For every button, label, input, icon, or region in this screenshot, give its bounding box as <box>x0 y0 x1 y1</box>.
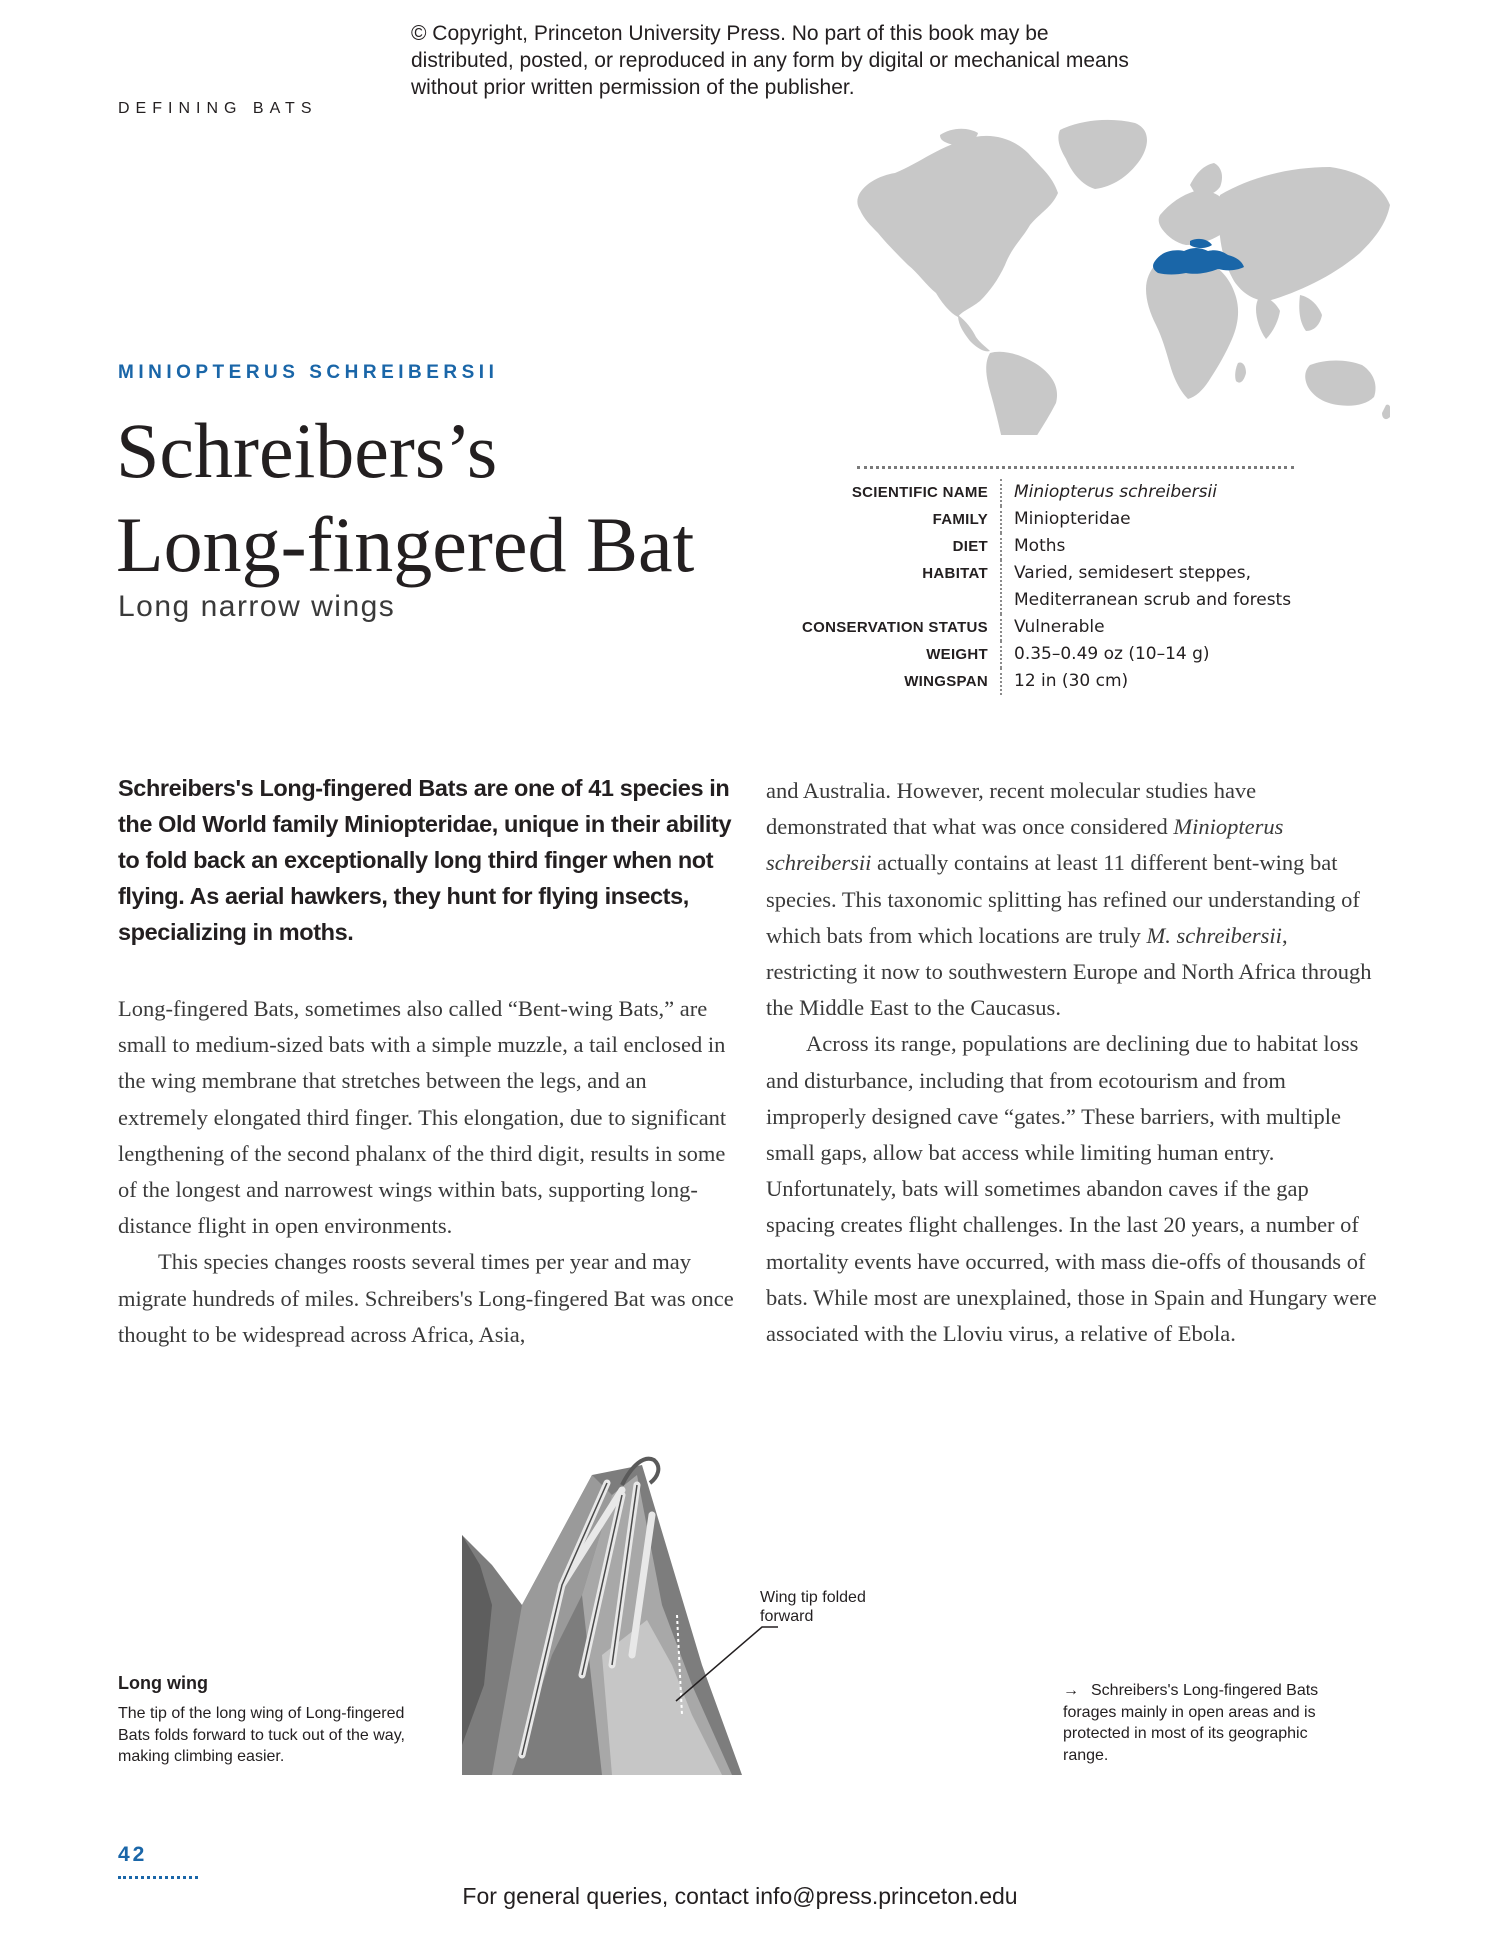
caption-text: Schreibers's Long-fingered Bats forages mainly in open areas and is protected in most of its geographic range. <box>1063 1682 1319 1764</box>
fact-value: Miniopteridae <box>1014 509 1131 529</box>
fact-value: Vulnerable <box>1014 617 1105 637</box>
body-paragraph <box>766 773 1378 1026</box>
copyright-notice: © Copyright, Princeton University Press. No part of this book may be distributed, posted, or reproduced in any form by digital or mechanical means without prior written permission of the publisher. <box>411 22 1129 99</box>
fact-value: 12 in (30 cm) <box>1014 671 1129 691</box>
fact-label: CONSERVATION STATUS <box>800 614 1002 641</box>
fact-row-conservation-status <box>800 614 1360 641</box>
world-range-map <box>790 115 1390 435</box>
body-text: and Australia. However, recent molecular studies have demonstrated that what was once considered <box>766 778 1257 840</box>
species-latin-name: MINIOPTERUS SCHREIBERSII <box>118 362 499 383</box>
fact-row-diet <box>800 533 1360 560</box>
fact-value: Varied, semidesert steppes, Mediterranean scrub and forests <box>1014 563 1292 610</box>
fact-row-wingspan <box>800 668 1360 695</box>
body-paragraph: This species changes roosts several times per year and may migrate hundreds of miles. Schreibers's Long-fingered Bat was once thought to be widespread across Africa, Asia, <box>118 1249 734 1347</box>
body-column-left <box>118 991 738 1353</box>
page-subtitle: Long narrow wings <box>118 590 396 623</box>
fact-row-scientific-name <box>800 479 1360 506</box>
body-paragraph: Across its range, populations are declining due to habitat loss and disturbance, including that from ecotourism and from improperly designed cave “gates.” These barriers, with multiple small gaps, allow bat access while limiting human entry. Unfortunately, bats will sometimes abandon caves if the gap spacing creates flight challenges. In the last 20 years, a number of mortality events have occurred, with mass die-offs of thousands of bats. While most are unexplained, those in Spain and Hungary were associated with the Lloviu virus, a relative of Ebola. <box>766 1031 1377 1347</box>
fact-value: Miniopterus schreibersii <box>1014 482 1217 502</box>
fact-label: WINGSPAN <box>800 668 1002 695</box>
body-italic-text: Miniopterus schreibersii <box>766 814 1284 876</box>
fact-row-weight <box>800 641 1360 668</box>
body-italic-text: M. schreibersii <box>1146 922 1282 948</box>
section-label: DEFINING BATS <box>118 100 318 117</box>
body-text: actually contains at least 11 different bent-wing bat species. This taxonomic splitting has refined our understanding of which bats from which locations are truly <box>766 850 1360 948</box>
footer-contact: For general queries, contact info@press.princeton.edu <box>462 1883 1018 1909</box>
page-title <box>116 404 796 592</box>
fact-table-divider <box>857 466 1294 469</box>
fact-label: HABITAT <box>800 560 1002 614</box>
fact-row-family <box>800 506 1360 533</box>
fact-label: FAMILY <box>800 506 1002 533</box>
body-column-right <box>766 773 1378 1352</box>
fact-table <box>800 479 1360 695</box>
page-number: 42 <box>118 1843 148 1866</box>
wing-illustration <box>462 1455 762 1775</box>
map-land-masses <box>857 120 1390 435</box>
arrow-right-icon: → <box>1063 1682 1079 1699</box>
fact-value: 0.35–0.49 oz (10–14 g) <box>1014 644 1210 664</box>
wing-tip-leader-line <box>670 1625 780 1705</box>
caption-text: The tip of the long wing of Long-fingered Bats folds forward to tuck out of the way, making climbing easier. <box>118 1705 405 1765</box>
caption-title: Long wing <box>118 1673 208 1693</box>
title-line-2: Long-fingered Bat <box>116 501 695 588</box>
fact-value: Moths <box>1014 536 1066 556</box>
body-paragraph: Long-fingered Bats, sometimes also called “Bent-wing Bats,” are small to medium-sized bats with a simple muzzle, a tail enclosed in the wing membrane that stretches between the legs, and an extremely elongated third finger. This elongation, due to significant lengthening of the second phalanx of the third digit, results in some of the longest and narrowest wings within bats, supporting long-distance flight in open environments. <box>118 996 727 1239</box>
fact-label: WEIGHT <box>800 641 1002 668</box>
fact-label: DIET <box>800 533 1002 560</box>
fact-label: SCIENTIFIC NAME <box>800 479 1002 506</box>
lead-paragraph: Schreibers's Long-fingered Bats are one of 41 species in the Old World family Miniopteridae, unique in their ability to fold back an exceptionally long third finger when not flying. As aerial hawkers, they hunt for flying insects, specializing in moths. <box>118 775 732 945</box>
title-line-1: Schreibers’s <box>116 407 498 494</box>
caption-right <box>1063 1680 1353 1766</box>
body-text: , restricting it now to southwestern Europe and North Africa through the Middle East to the Caucasus. <box>766 922 1372 1021</box>
page-number-dots <box>118 1876 198 1879</box>
fact-row-habitat <box>800 560 1360 614</box>
wing-tip-label: Wing tip folded forward <box>760 1589 866 1625</box>
